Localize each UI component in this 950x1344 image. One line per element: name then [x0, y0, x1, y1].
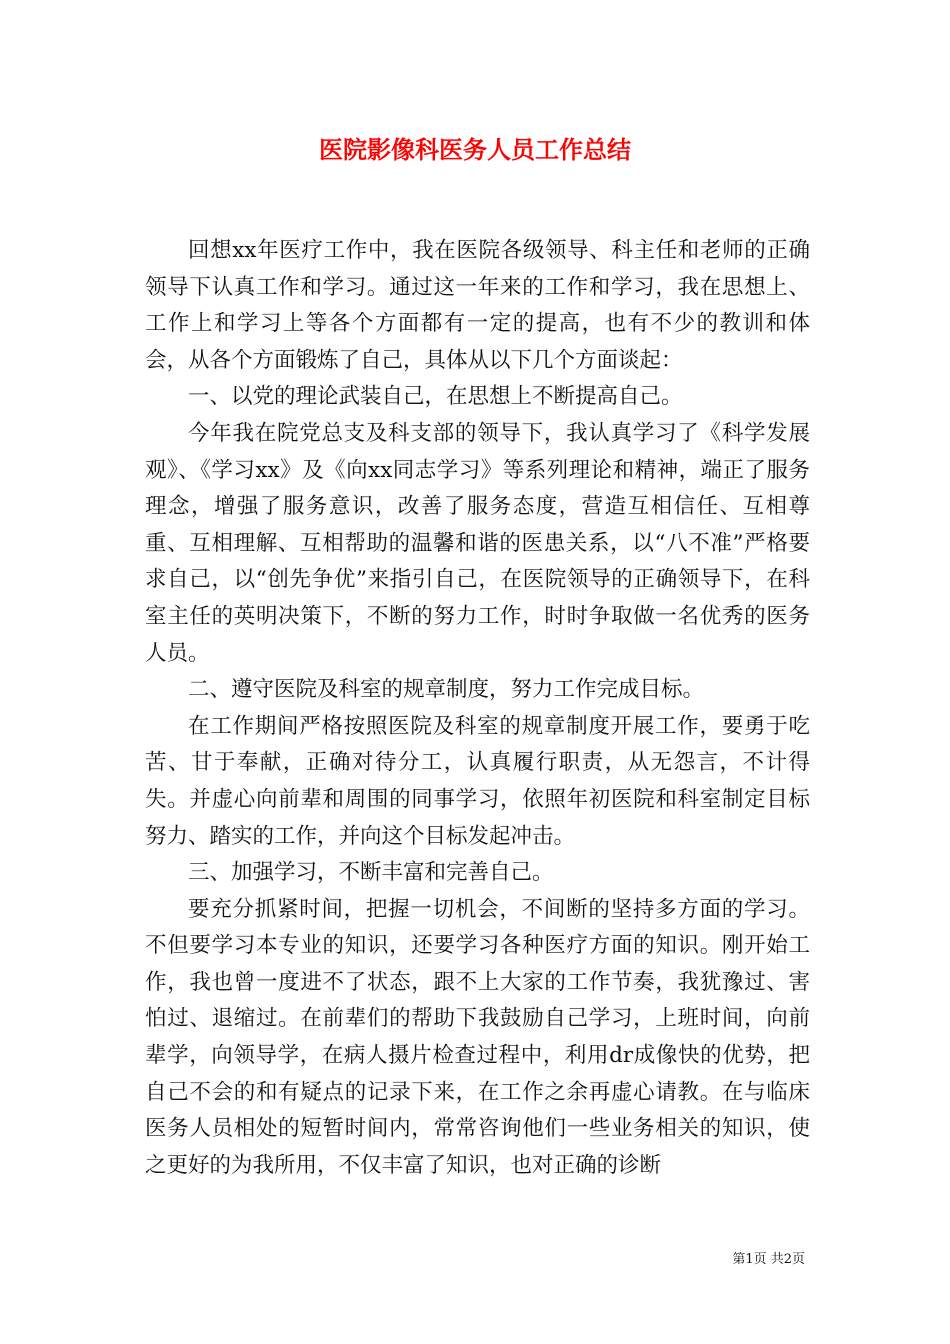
paragraph-section-2: 在工作期间严格按照医院及科室的规章制度开展工作，要勇于吃苦、甘于奉献，正确对待分工，认真履行职责，从无怨言，不计得失。并虚心向前辈和周围的同事学习，依照年初医院和科室制定目标努力、踏实的工作，并向这个目标发起冲击。 [145, 713, 810, 849]
section-heading-2: 二、遵守医院及科室的规章制度，努力工作完成目标。 [188, 677, 705, 703]
document-title: 医院影像科医务人员工作总结 [319, 135, 631, 164]
section-heading-1: 一、以党的理论武装自己，在思想上不断提高自己。 [188, 384, 683, 410]
section-heading-3: 三、加强学习，不断丰富和完善自己。 [188, 860, 554, 886]
paragraph-section-3: 要充分抓紧时间，把握一切机会，不间断的坚持多方面的学习。不但要学习本专业的知识，还要学习各种医疗方面的知识。刚开始工作，我也曾一度进不了状态，跟不上大家的工作节奏，我犹豫过、害怕过、退缩过。在前辈们的帮助下我鼓励自己学习，上班时间，向前辈学，向领导学，在病人摄片检查过程中，利用dr成像快的优势，把自己不会的和有疑点的记录下来，在工作之余再虚心请教。在与临床医务人员相处的短暂时间内，常常咨询他们一些业务相关的知识，使之更好的为我所用，不仅丰富了知识，也对正确的诊断 [145, 896, 810, 1178]
paragraph-section-1: 今年我在院党总支及科支部的领导下，我认真学习了《科学发展观》、《学习xx》及《向xx同志学习》等系列理论和精神，端正了服务理念，增强了服务意识，改善了服务态度，营造互相信任、互相尊重、互相理解、互相帮助的温馨和谐的医患关系，以“八不准”严格要求自己，以“创先争优”来指引自己，在医院领导的正确领导下，在科室主任的英明决策下，不断的努力工作，时时争取做一名优秀的医务人员。 [145, 420, 810, 666]
paragraph-intro: 回想xx年医疗工作中，我在医院各级领导、科主任和老师的正确领导下认真工作和学习。通过这一年来的工作和学习，我在思想上、工作上和学习上等各个方面都有一定的提高，也有不少的教训和体会，从各个方面锻炼了自己，具体从以下几个方面谈起： [145, 238, 810, 373]
document-body [145, 233, 810, 1184]
page-number-footer: 第1页 共2页 [732, 1252, 805, 1267]
